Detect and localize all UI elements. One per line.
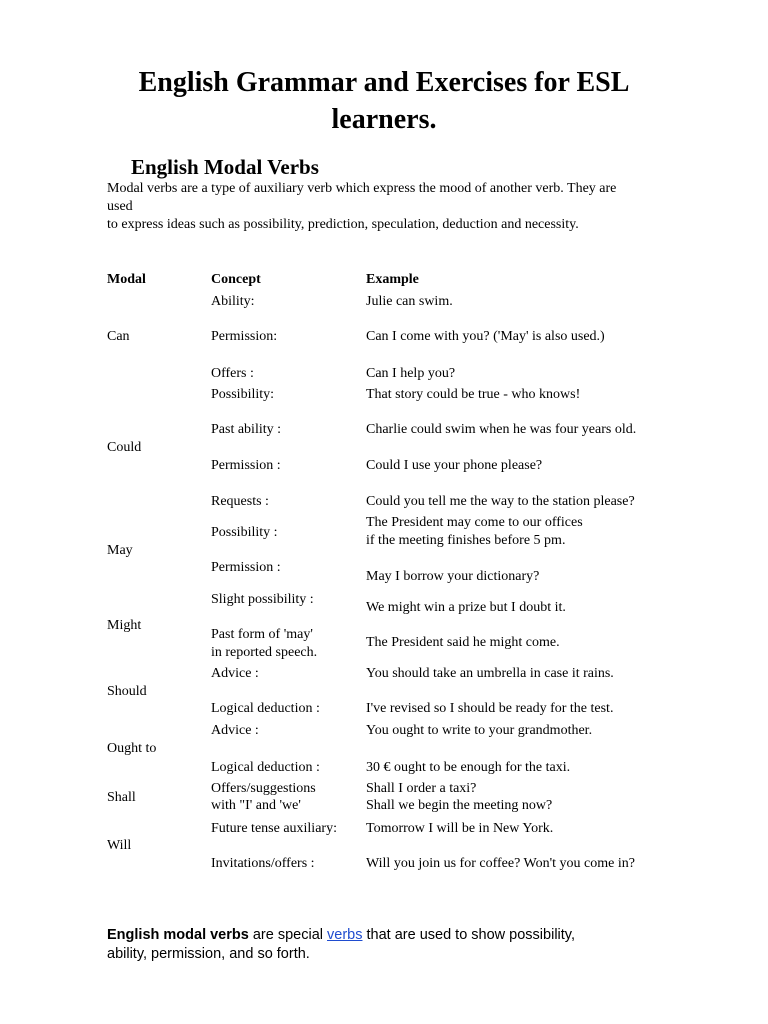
concept-cell: Future tense auxiliary: [211,821,337,836]
example-cell: Tomorrow I will be in New York. [366,821,554,836]
example-cell: Shall we begin the meeting now? [366,798,553,813]
example-cell: That story could be true - who knows! [366,387,581,402]
footer-text: are special [248,927,328,943]
footer-line [107,926,667,945]
example-cell: You ought to write to your grandmother. [366,723,593,738]
concept-cell: Ability: [211,294,255,309]
footer-bold-term: English modal verbs [107,927,249,943]
concept-cell: Permission : [211,560,281,575]
section-heading: English Modal Verbs [131,155,319,179]
concept-cell: Invitations/offers : [211,856,315,871]
concept-cell: Offers/suggestions [211,781,316,796]
modal-cell: Could [107,440,142,455]
concept-cell: Permission: [211,329,278,344]
example-cell: May I borrow your dictionary? [366,569,540,584]
concept-cell: in reported speech. [211,645,318,660]
concept-cell: Slight possibility : [211,592,314,607]
title-line-1: English Grammar and Exercises for ESL [138,67,630,98]
intro-paragraph [107,180,667,234]
header-example: Example [366,272,419,287]
modal-cell: Will [107,838,132,853]
intro-line: to express ideas such as possibility, prediction, speculation, deduction and necessity. [107,217,579,232]
concept-cell: Advice : [211,723,259,738]
example-cell: if the meeting finishes before 5 pm. [366,533,566,548]
concept-cell: Logical deduction : [211,760,320,775]
modal-cell: Can [107,329,130,344]
concept-cell: Possibility: [211,387,275,402]
concept-cell: Possibility : [211,525,278,540]
example-cell: 30 € ought to be enough for the taxi. [366,760,571,775]
modal-cell: May [107,543,133,558]
concept-cell: Logical deduction : [211,701,320,716]
title-line-2: learners. [331,104,437,135]
verbs-link[interactable]: verbs [327,927,363,943]
footer-line: ability, permission, and so forth. [107,946,310,962]
concept-cell: Past form of 'may' [211,627,313,642]
modal-cell: Might [107,618,142,633]
example-cell: Will you join us for coffee? Won't you come in? [366,856,635,871]
example-cell: Can I come with you? ('May' is also used.) [366,329,605,344]
example-cell: The President said he might come. [366,635,560,650]
example-cell: Shall I order a taxi? [366,781,477,796]
header-modal: Modal [107,272,146,287]
footer-paragraph [107,926,667,964]
intro-line: Modal verbs are a type of auxiliary verb which express the mood of another verb. They are [107,181,617,196]
modal-cell: Should [107,684,147,699]
concept-cell: with "I' and 'we' [211,798,301,813]
concept-cell: Requests : [211,494,269,509]
concept-cell: Offers : [211,366,254,381]
example-cell: We might win a prize but I doubt it. [366,600,566,615]
concept-cell: Past ability : [211,422,281,437]
example-cell: The President may come to our offices [366,515,583,530]
concept-cell: Permission : [211,458,281,473]
example-cell: Could I use your phone please? [366,458,543,473]
document-title [0,64,768,138]
example-cell: Charlie could swim when he was four years old. [366,422,637,437]
concept-cell: Advice : [211,666,259,681]
example-cell: I've revised so I should be ready for the test. [366,701,614,716]
example-cell: Could you tell me the way to the station please? [366,494,635,509]
intro-line: used [107,199,133,214]
modal-cell: Ought to [107,741,157,756]
modal-cell: Shall [107,790,136,805]
header-concept: Concept [211,272,261,287]
example-cell: You should take an umbrella in case it rains. [366,666,614,681]
example-cell: Julie can swim. [366,294,453,309]
example-cell: Can I help you? [366,366,456,381]
footer-text: that are used to show possibility, [362,927,575,943]
